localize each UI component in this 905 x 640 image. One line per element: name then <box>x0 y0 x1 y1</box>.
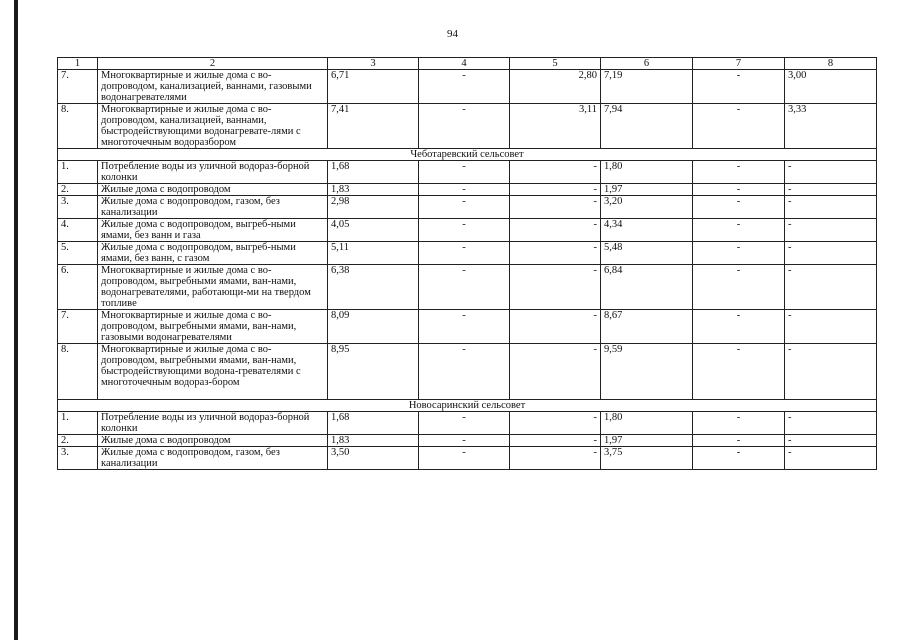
value-cell: 2,98 <box>328 196 419 219</box>
row-number: 7. <box>58 70 98 104</box>
value-cell: 6,71 <box>328 70 419 104</box>
value-cell: - <box>419 196 510 219</box>
table-row <box>58 161 877 184</box>
value-cell: - <box>693 104 785 149</box>
value-cell: - <box>419 242 510 265</box>
column-numbers-row <box>58 58 877 70</box>
value-cell: - <box>419 344 510 400</box>
value-cell: - <box>785 265 877 310</box>
value-cell: 7,41 <box>328 104 419 149</box>
value-cell: - <box>510 344 601 400</box>
value-cell: - <box>419 104 510 149</box>
value-cell: 5,11 <box>328 242 419 265</box>
table-row <box>58 219 877 242</box>
row-number: 4. <box>58 219 98 242</box>
table-row <box>58 447 877 470</box>
value-cell: - <box>693 435 785 447</box>
section-header-row <box>58 400 877 412</box>
column-header: 7 <box>693 58 785 70</box>
value-cell: - <box>785 447 877 470</box>
value-cell: 1,97 <box>601 184 693 196</box>
table-row <box>58 265 877 310</box>
value-cell: - <box>510 161 601 184</box>
section-header-row <box>58 149 877 161</box>
row-description: Многоквартирные и жилые дома с во-допроводом, канализацией, ваннами, газовыми водонагревателями <box>98 70 328 104</box>
value-cell: 1,80 <box>601 161 693 184</box>
value-cell: - <box>693 219 785 242</box>
column-header: 5 <box>510 58 601 70</box>
value-cell: - <box>510 435 601 447</box>
column-header: 1 <box>58 58 98 70</box>
value-cell: - <box>510 447 601 470</box>
value-cell: - <box>510 265 601 310</box>
value-cell: 3,33 <box>785 104 877 149</box>
row-description: Потребление воды из уличной водораз-борной колонки <box>98 412 328 435</box>
row-number: 1. <box>58 412 98 435</box>
value-cell: - <box>510 219 601 242</box>
scan-edge-bar <box>14 0 18 640</box>
value-cell: 3,00 <box>785 70 877 104</box>
row-number: 2. <box>58 184 98 196</box>
column-header: 8 <box>785 58 877 70</box>
value-cell: - <box>419 70 510 104</box>
column-header: 3 <box>328 58 419 70</box>
column-header: 6 <box>601 58 693 70</box>
value-cell: - <box>419 310 510 344</box>
value-cell: - <box>785 161 877 184</box>
row-number: 3. <box>58 447 98 470</box>
value-cell: - <box>419 219 510 242</box>
value-cell: 1,83 <box>328 184 419 196</box>
value-cell: 8,67 <box>601 310 693 344</box>
row-description: Многоквартирные и жилые дома с во-допроводом, выгребными ямами, ван-нами, газовыми водонагревателями <box>98 310 328 344</box>
value-cell: - <box>785 310 877 344</box>
table-body <box>58 58 877 470</box>
table-row <box>58 184 877 196</box>
row-description: Жилые дома с водопроводом <box>98 184 328 196</box>
value-cell: - <box>785 412 877 435</box>
value-cell: - <box>419 447 510 470</box>
column-header: 2 <box>98 58 328 70</box>
value-cell: - <box>693 310 785 344</box>
table-row <box>58 435 877 447</box>
value-cell: - <box>785 196 877 219</box>
value-cell: - <box>419 412 510 435</box>
page-number: 94 <box>447 28 458 40</box>
value-cell: - <box>693 196 785 219</box>
value-cell: 8,95 <box>328 344 419 400</box>
value-cell: - <box>510 196 601 219</box>
table-row <box>58 310 877 344</box>
row-number: 3. <box>58 196 98 219</box>
row-description: Потребление воды из уличной водораз-борной колонки <box>98 161 328 184</box>
row-number: 1. <box>58 161 98 184</box>
section-title: Новосаринский сельсовет <box>58 400 877 412</box>
row-number: 5. <box>58 242 98 265</box>
table-row <box>58 412 877 435</box>
table-row <box>58 242 877 265</box>
value-cell: - <box>693 344 785 400</box>
row-number: 2. <box>58 435 98 447</box>
value-cell: - <box>785 184 877 196</box>
value-cell: 3,11 <box>510 104 601 149</box>
value-cell: - <box>510 310 601 344</box>
row-description: Жилые дома с водопроводом, выгреб-ными ямами, без ванн, с газом <box>98 242 328 265</box>
value-cell: - <box>785 344 877 400</box>
row-description: Многоквартирные и жилые дома с во-допроводом, выгребными ямами, ван-нами, водонагревателями, работающи-ми на твердом топливе <box>98 265 328 310</box>
row-description: Жилые дома с водопроводом, выгреб-ными ямами, без ванн и газа <box>98 219 328 242</box>
row-number: 6. <box>58 265 98 310</box>
value-cell: 3,75 <box>601 447 693 470</box>
value-cell: - <box>419 184 510 196</box>
water-consumption-table <box>57 57 877 470</box>
value-cell: - <box>693 412 785 435</box>
value-cell: 5,48 <box>601 242 693 265</box>
value-cell: 6,38 <box>328 265 419 310</box>
value-cell: - <box>510 184 601 196</box>
value-cell: 1,80 <box>601 412 693 435</box>
value-cell: - <box>785 435 877 447</box>
row-description: Многоквартирные и жилые дома с во-допроводом, канализацией, ваннами, быстродействующими водонагревате-лями с многоточечным водоразбором <box>98 104 328 149</box>
row-description: Жилые дома с водопроводом <box>98 435 328 447</box>
row-number: 7. <box>58 310 98 344</box>
table-row <box>58 344 877 400</box>
value-cell: - <box>419 161 510 184</box>
value-cell: - <box>419 435 510 447</box>
value-cell: - <box>693 265 785 310</box>
value-cell: - <box>693 447 785 470</box>
column-header: 4 <box>419 58 510 70</box>
value-cell: - <box>693 242 785 265</box>
value-cell: - <box>693 70 785 104</box>
value-cell: 1,97 <box>601 435 693 447</box>
table-row <box>58 70 877 104</box>
value-cell: 3,50 <box>328 447 419 470</box>
value-cell: - <box>510 242 601 265</box>
value-cell: 7,94 <box>601 104 693 149</box>
value-cell: 9,59 <box>601 344 693 400</box>
value-cell: - <box>785 242 877 265</box>
row-number: 8. <box>58 344 98 400</box>
value-cell: - <box>419 265 510 310</box>
value-cell: - <box>510 412 601 435</box>
value-cell: 8,09 <box>328 310 419 344</box>
section-title: Чеботаревский сельсовет <box>58 149 877 161</box>
value-cell: 2,80 <box>510 70 601 104</box>
table-row <box>58 104 877 149</box>
value-cell: 6,84 <box>601 265 693 310</box>
value-cell: - <box>693 161 785 184</box>
value-cell: 7,19 <box>601 70 693 104</box>
row-description: Жилые дома с водопроводом, газом, без канализации <box>98 447 328 470</box>
value-cell: - <box>785 219 877 242</box>
value-cell: 4,05 <box>328 219 419 242</box>
value-cell: 1,83 <box>328 435 419 447</box>
value-cell: 1,68 <box>328 161 419 184</box>
row-number: 8. <box>58 104 98 149</box>
row-description: Многоквартирные и жилые дома с во-допроводом, выгребными ямами, ван-нами, быстродействующими водона-гревателями с многоточечным водораз-бором <box>98 344 328 400</box>
row-description: Жилые дома с водопроводом, газом, без канализации <box>98 196 328 219</box>
value-cell: 3,20 <box>601 196 693 219</box>
value-cell: - <box>693 184 785 196</box>
value-cell: 1,68 <box>328 412 419 435</box>
value-cell: 4,34 <box>601 219 693 242</box>
table-row <box>58 196 877 219</box>
